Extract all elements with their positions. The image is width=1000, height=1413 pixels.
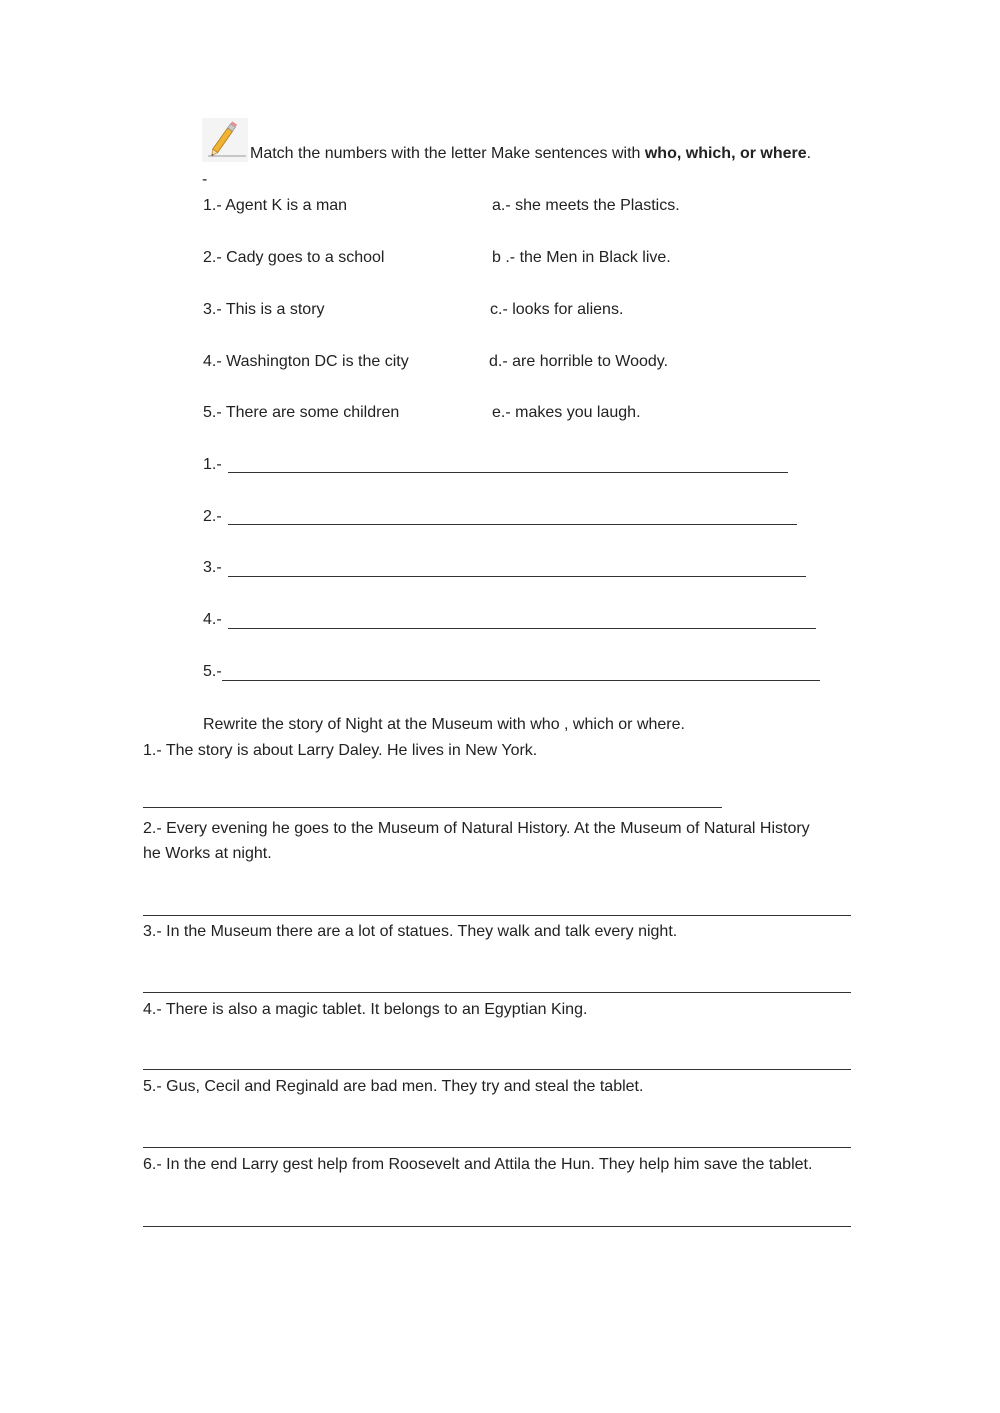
instruction-text: Match the numbers with the letter Make sentences with	[250, 145, 645, 162]
exercise2-instruction: Rewrite the story of Night at the Museum with who , which or where.	[203, 716, 685, 733]
exercise1-instruction	[250, 144, 811, 164]
rewrite-sentence: 1.- The story is about Larry Daley. He lives in New York.	[143, 742, 538, 759]
answer-line[interactable]	[228, 628, 816, 629]
rewrite-answer-line[interactable]	[143, 1069, 851, 1070]
rewrite-sentence: 3.- In the Museum there are a lot of statues. They walk and talk every night.	[143, 923, 678, 940]
answer-label: 5.-	[203, 663, 222, 680]
stray-dash: -	[202, 171, 208, 188]
answer-line[interactable]	[228, 576, 806, 577]
answer-line[interactable]	[228, 524, 797, 525]
match-right-item: b .- the Men in Black live.	[492, 249, 671, 266]
rewrite-answer-line[interactable]	[143, 1226, 851, 1227]
pencil-icon	[202, 118, 248, 162]
answer-line[interactable]	[222, 680, 820, 681]
rewrite-answer-line[interactable]	[143, 915, 851, 916]
rewrite-answer-line[interactable]	[143, 807, 722, 808]
match-left-item: 1.- Agent K is a man	[203, 197, 348, 214]
rewrite-answer-line[interactable]	[143, 992, 851, 993]
rewrite-sentence: 2.- Every evening he goes to the Museum of Natural History. At the Museum of Natural History	[143, 820, 810, 837]
answer-label: 1.-	[203, 456, 222, 473]
match-right-item: a.- she meets the Plastics.	[492, 197, 680, 214]
answer-label: 2.-	[203, 508, 222, 525]
answer-label: 4.-	[203, 611, 222, 628]
match-right-item: d.- are horrible to Woody.	[489, 353, 669, 370]
answer-label: 3.-	[203, 559, 222, 576]
rewrite-sentence: 4.- There is also a magic tablet. It belongs to an Egyptian King.	[143, 1001, 588, 1018]
instruction-period: .	[806, 145, 812, 162]
instruction-bold-text: who, which, or where	[644, 145, 807, 162]
rewrite-sentence: 5.- Gus, Cecil and Reginald are bad men. They try and steal the tablet.	[143, 1078, 644, 1095]
match-left-item: 4.- Washington DC is the city	[203, 353, 409, 370]
rewrite-answer-line[interactable]	[143, 1147, 851, 1148]
rewrite-sentence: 6.- In the end Larry gest help from Roosevelt and Attila the Hun. They help him save the tablet.	[143, 1156, 813, 1173]
match-left-item: 3.- This is a story	[203, 301, 325, 318]
match-left-item: 5.- There are some children	[203, 404, 400, 421]
match-left-item: 2.- Cady goes to a school	[203, 249, 385, 266]
match-right-item: e.- makes you laugh.	[492, 404, 641, 421]
answer-line[interactable]	[228, 472, 788, 473]
rewrite-sentence-continued: he Works at night.	[143, 845, 272, 862]
match-right-item: c.- looks for aliens.	[490, 301, 624, 318]
